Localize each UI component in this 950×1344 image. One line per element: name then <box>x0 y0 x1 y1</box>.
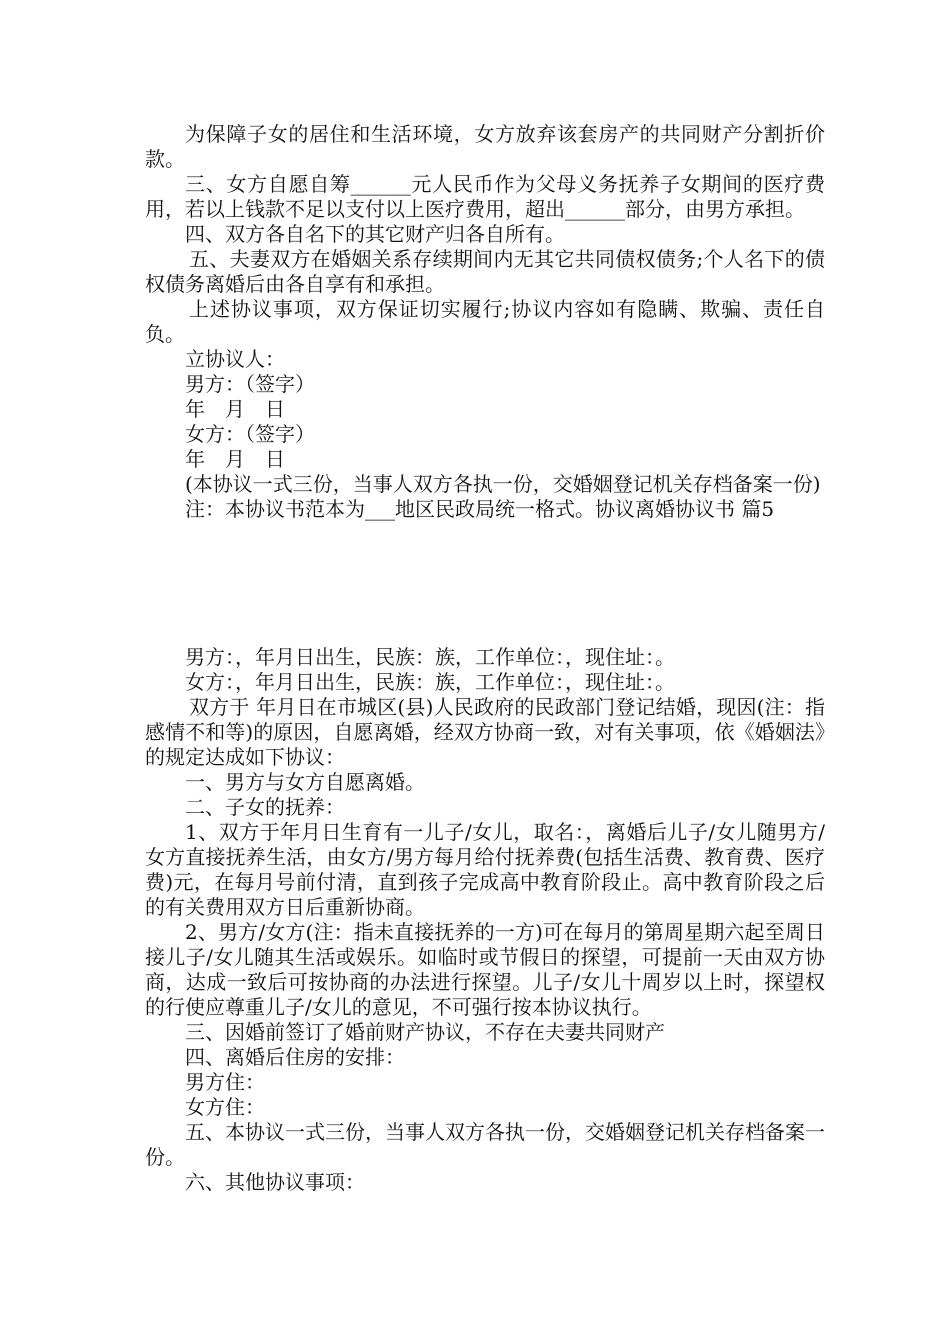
clause-3: 三、因婚前签订了婚前财产协议，不存在夫妻共同财产 <box>185 1020 665 1044</box>
female-signature-line: 女方：（签字） <box>185 422 315 446</box>
clause-6: 六、其他协议事项： <box>185 1170 365 1194</box>
date-line: 年 月 日 <box>185 447 285 471</box>
clause-2-1: 1、双方于年月日生育有一儿子/女儿，取名：，离婚后儿子/女儿随男方/女方直接抚养生活，由女方/男方每月给付抚养费(包括生活费、教育费、医疗费)元，在每月号前付清，直到孩子完成高中教育阶段止。高中教育阶段之后的有关费用双方日后重新协商。 <box>145 820 825 919</box>
copies-note: (本协议一式三份，当事人双方各执一份，交婚姻登记机关存档备案一份) <box>185 472 821 496</box>
signatory-heading: 立协议人： <box>185 347 285 371</box>
paragraph: 为保障子女的居住和生活环境，女方放弃该套房产的共同财产分割折价款。 <box>145 122 825 171</box>
agreement-section-end <box>145 122 825 522</box>
clause-5: 五、本协议一式三份，当事人双方各执一份，交婚姻登记机关存档备案一份。 <box>145 1120 825 1169</box>
clause-2: 二、子女的抚养： <box>185 795 345 819</box>
date-line: 年 月 日 <box>185 397 285 421</box>
agreement-section-5 <box>145 645 825 1195</box>
female-party-info: 女方：，年月日出生，民族：族，工作单位：，现住址：。 <box>185 670 675 694</box>
paragraph: 四、双方各自名下的其它财产归各自所有。 <box>185 222 565 246</box>
male-signature-line: 男方：（签字） <box>185 372 315 396</box>
male-party-info: 男方：，年月日出生，民族：族，工作单位：，现住址：。 <box>185 645 675 669</box>
paragraph: 三、女方自愿自筹______元人民币作为父母义务抚养子女期间的医疗费用，若以上钱款不足以支付以上医疗费用，超出______部分，由男方承担。 <box>145 172 825 221</box>
paragraph: 五、夫妻双方在婚姻关系存续期间内无其它共同债权债务;个人名下的债权债务离婚后由各自享有和承担。 <box>145 247 825 296</box>
female-housing: 女方住： <box>185 1095 265 1119</box>
clause-1: 一、男方与女方自愿离婚。 <box>185 770 425 794</box>
clause-4: 四、离婚后住房的安排： <box>185 1045 405 1069</box>
paragraph: 双方于 年月日在市城区(县)人民政府的民政部门登记结婚，现因(注：指感情不和等)的原因，自愿离婚，经双方协商一致，对有关事项，依《婚姻法》的规定达成如下协议： <box>145 695 825 769</box>
paragraph: 上述协议事项，双方保证切实履行;协议内容如有隐瞒、欺骗、责任自负。 <box>145 297 825 346</box>
clause-2-2: 2、男方/女方(注：指未直接抚养的一方)可在每月的第周星期六起至周日接儿子/女儿随其生活或娱乐。如临时或节假日的探望，可提前一天由双方协商，达成一致后可按协商的办法进行探望。儿子/女儿十周岁以上时，探望权的行使应尊重儿子/女儿的意见，不可强行按本协议执行。 <box>145 920 825 1019</box>
template-note: 注：本协议书范本为___地区民政局统一格式。协议离婚协议书 篇5 <box>185 497 775 521</box>
male-housing: 男方住： <box>185 1070 265 1094</box>
